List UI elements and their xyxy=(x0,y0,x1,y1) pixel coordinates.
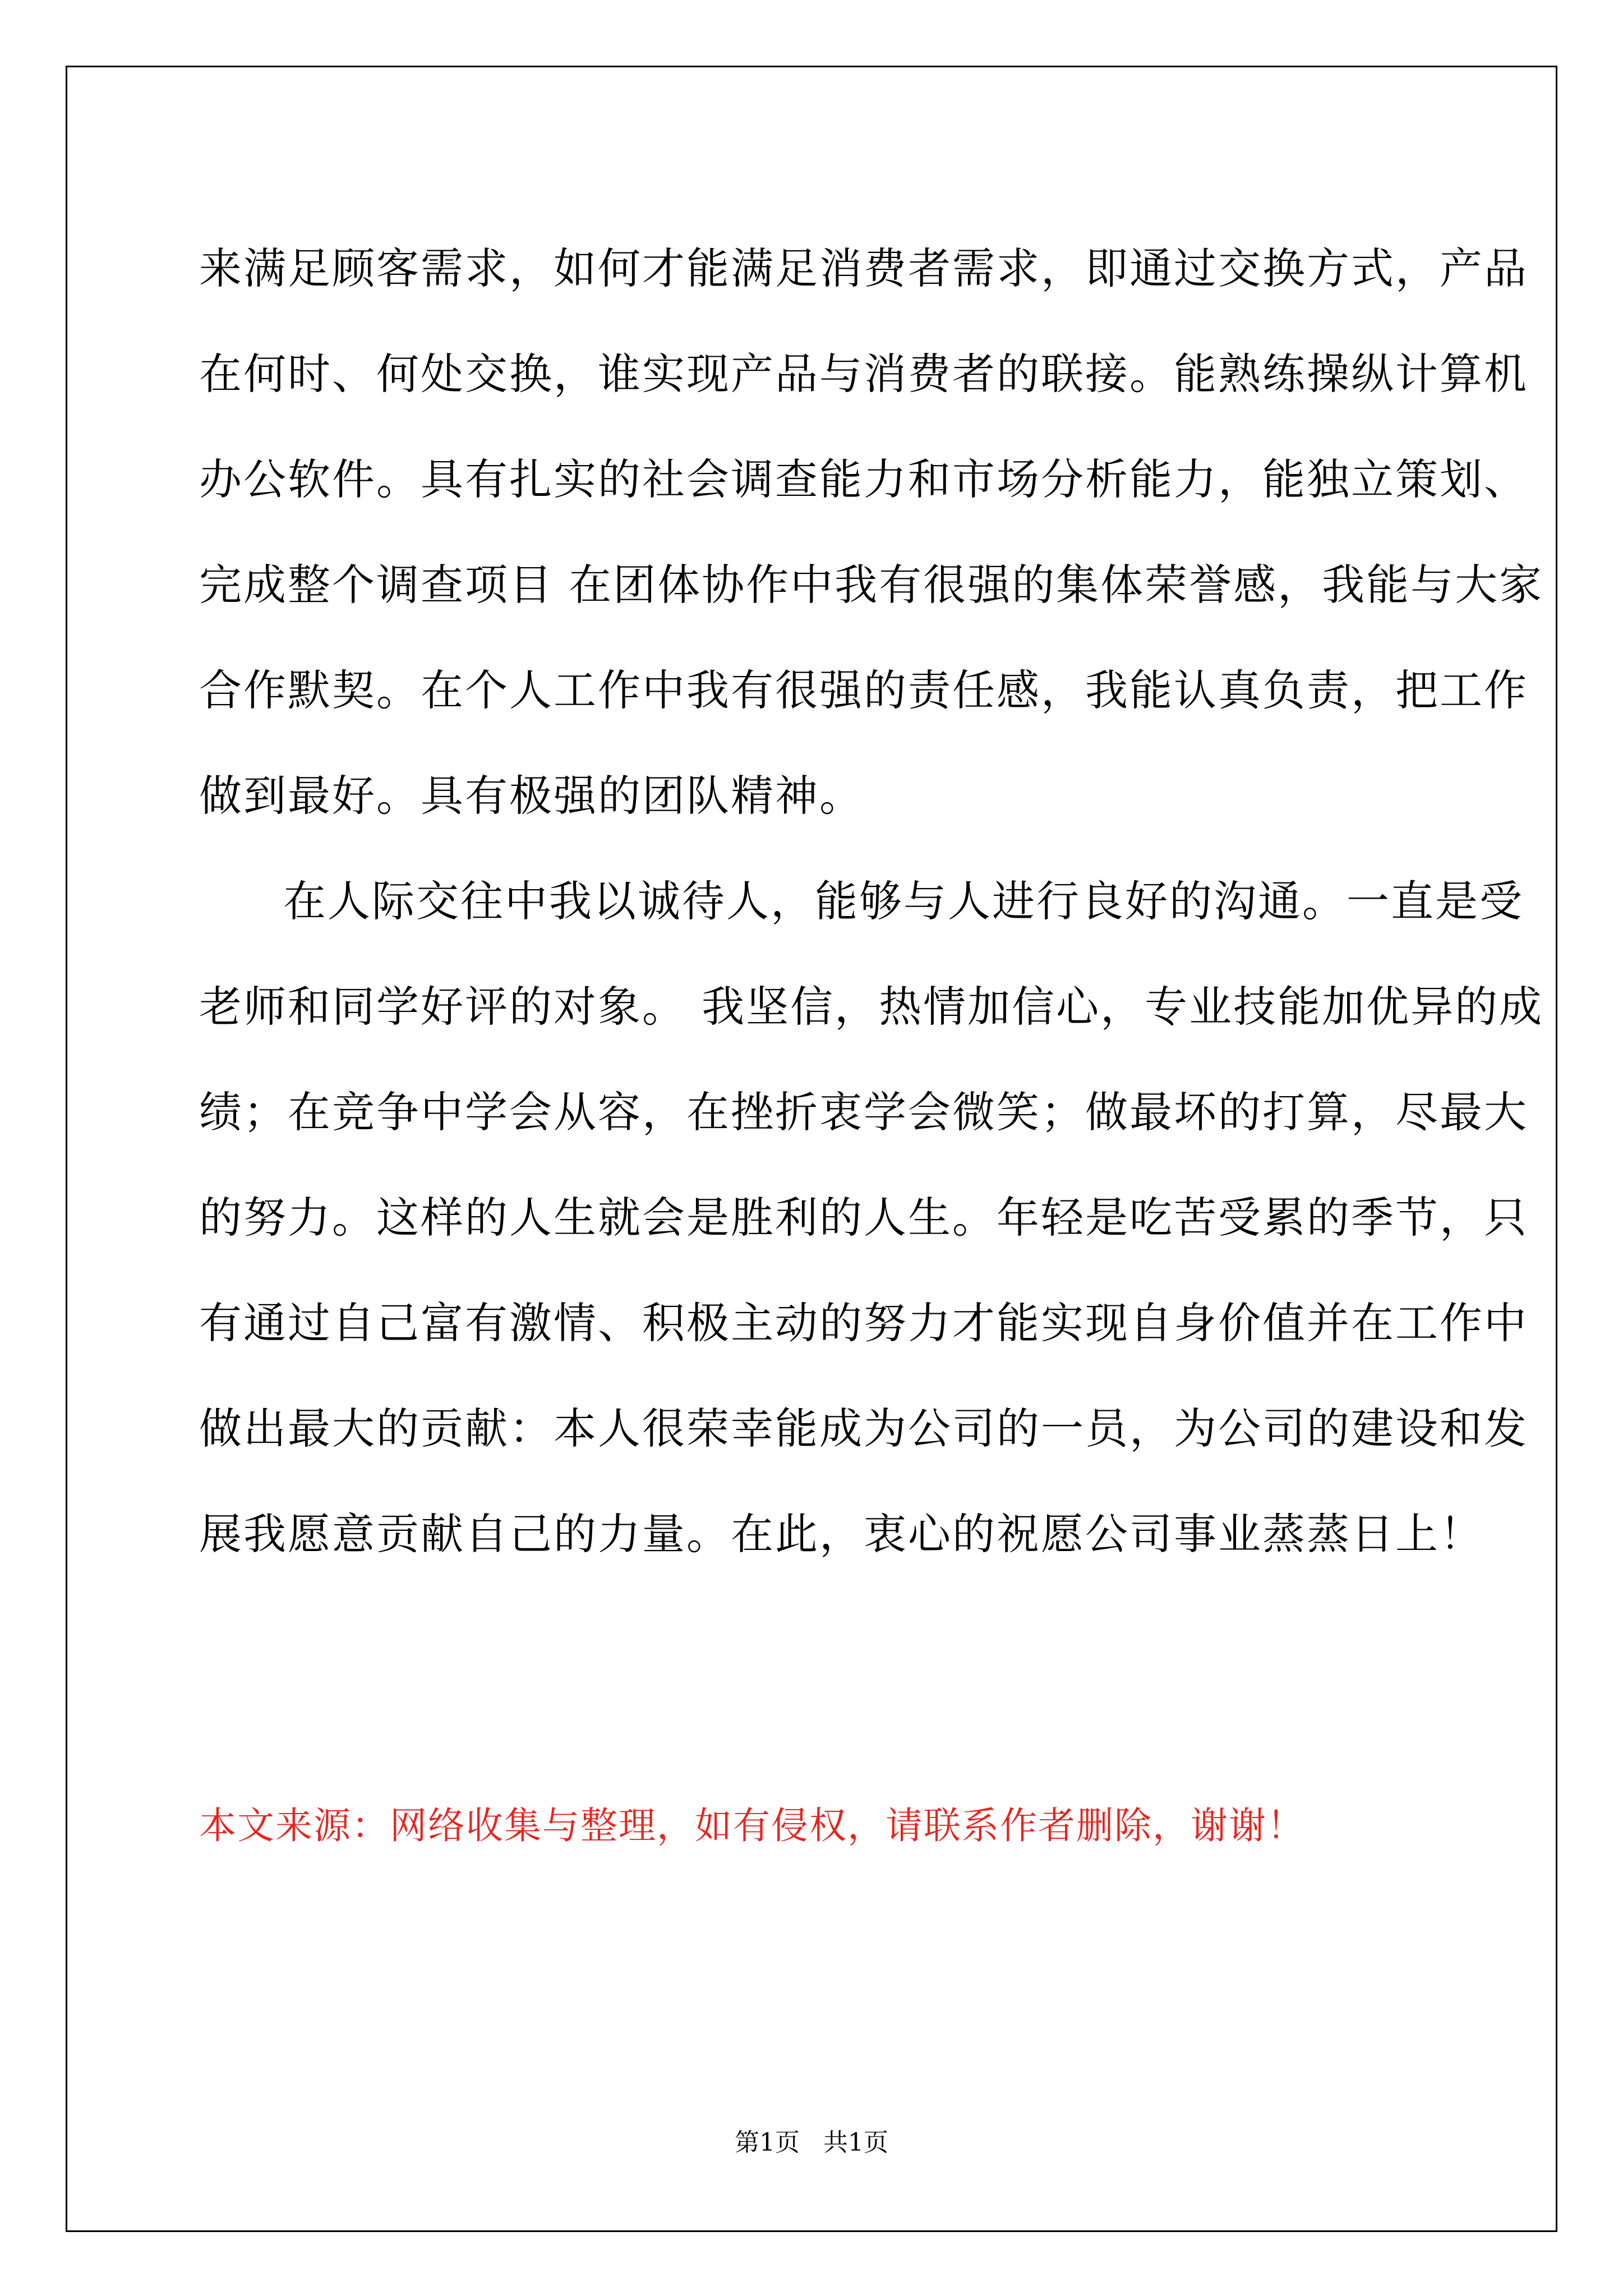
paragraph-1-line-2: 在何时、何处交换，谁实现产品与消费者的联接。能熟练操纵计算机 xyxy=(199,349,1528,399)
paragraph-1-line-3: 办公软件。具有扎实的社会调查能力和市场分析能力，能独立策划、 xyxy=(199,454,1528,504)
paragraph-2-line-6: 做出最大的贡献：本人很荣幸能成为公司的一员，为公司的建设和发 xyxy=(199,1404,1528,1453)
page-footer: 第1页 共1页 xyxy=(735,2128,888,2157)
paragraph-2-line-5: 有通过自己富有激情、积极主动的努力才能实现自身价值并在工作中 xyxy=(199,1298,1528,1348)
paragraph-2-line-3: 绩；在竞争中学会从容，在挫折衷学会微笑；做最坏的打算，尽最大 xyxy=(199,1087,1528,1137)
paragraph-1-line-1: 来满足顾客需求，如何才能满足消费者需求，即通过交换方式，产品 xyxy=(199,243,1528,293)
paragraph-1-line-4: 完成整个调查项目 在团体协作中我有很强的集体荣誉感，我能与大家 xyxy=(199,560,1544,610)
paragraph-1-line-6: 做到最好。具有极强的团队精神。 xyxy=(199,771,864,821)
paragraph-2-line-4: 的努力。这样的人生就会是胜利的人生。年轻是吃苦受累的季节，只 xyxy=(199,1193,1528,1243)
paragraph-2-line-1: 在人际交往中我以诚待人，能够与人进行良好的沟通。一直是受 xyxy=(283,876,1524,926)
paragraph-1-line-5: 合作默契。在个人工作中我有很强的责任感，我能认真负责，把工作 xyxy=(199,665,1528,715)
document-body xyxy=(199,216,1544,1587)
paragraph-2-line-2: 老师和同学好评的对象。 我坚信，热情加信心，专业技能加优异的成 xyxy=(199,982,1544,1032)
source-disclaimer: 本文来源：网络收集与整理，如有侵权，请联系作者删除，谢谢！ xyxy=(199,1804,1305,1847)
paragraph-2-line-7: 展我愿意贡献自己的力量。在此，衷心的祝愿公司事业蒸蒸日上！ xyxy=(199,1509,1484,1559)
